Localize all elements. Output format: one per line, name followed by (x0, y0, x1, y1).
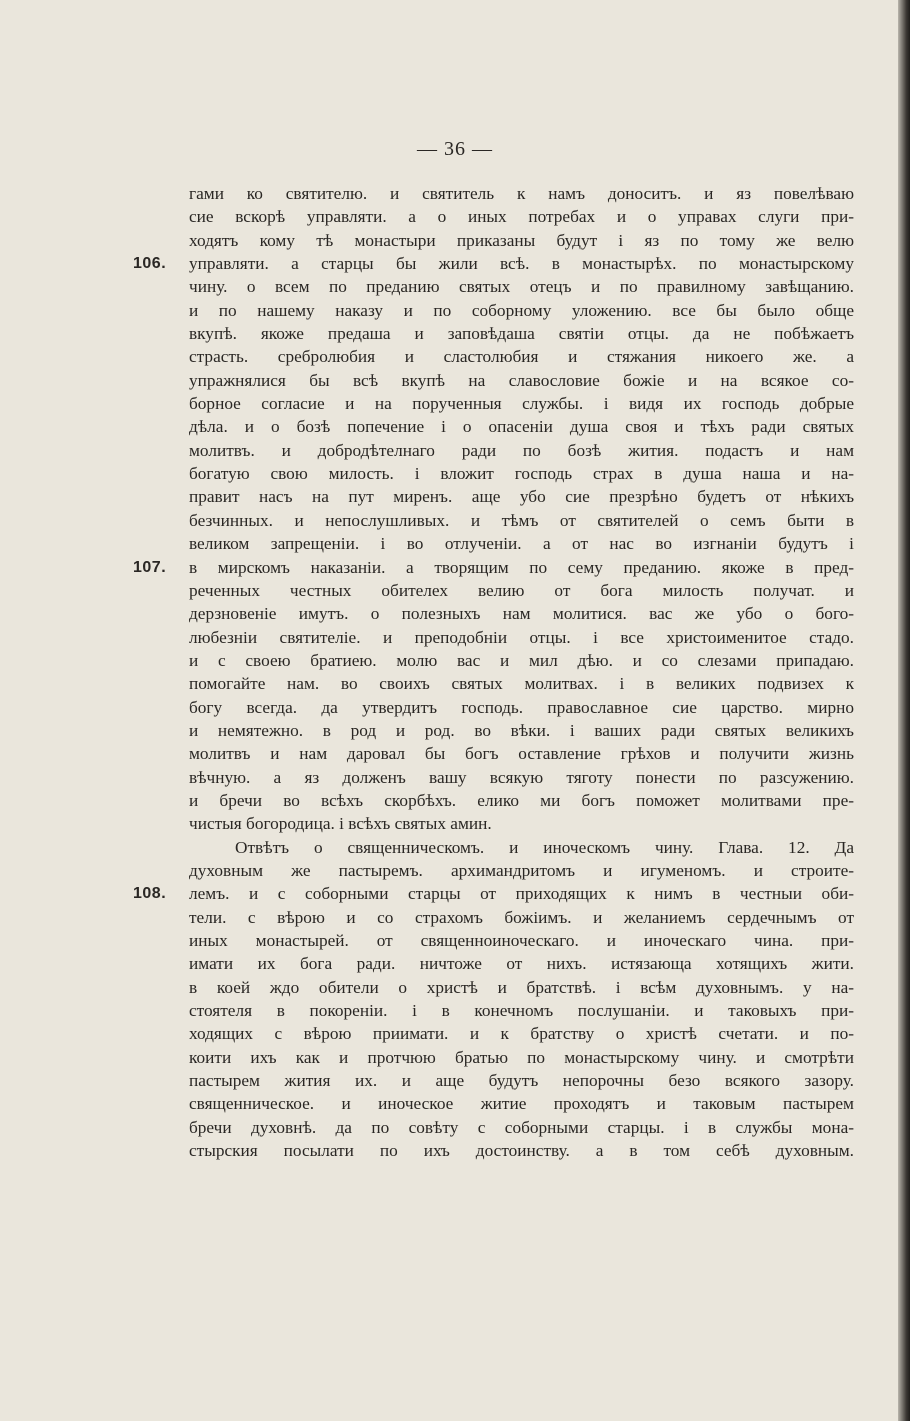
text-line (189, 439, 854, 462)
text-line-content: молитвъ. и добродѣтелнаго ради по бозѣ жития. подастъ и нам (189, 440, 854, 460)
text-line-content: упражнялися бы всѣ вкупѣ на славословие божіе и на всякое со- (189, 370, 854, 390)
text-line-content: ходятъ кому тѣ монастыри приказаны будут і яз по тому же велю (189, 230, 854, 250)
text-line-content: и немятежно. в род и род. во вѣки. і ваших ради святых великихъ (189, 720, 854, 740)
text-line-content: помогайте нам. во своихъ святых молитвах. і в великих подвизех к (189, 674, 854, 694)
text-line-content: иных монастырей. от священноиноческаго. и иноческаго чина. при- (189, 931, 854, 950)
text-line-content: священническое. и иноческое житие проходятъ и таковым пастырем (189, 1094, 854, 1114)
text-line (133, 252, 854, 275)
text-line (189, 1069, 854, 1092)
text-line-content: пастырем жития их. и аще будутъ непорочны безо всякого зазору. (189, 1071, 854, 1091)
text-line (189, 626, 854, 649)
text-line (189, 345, 854, 368)
text-line (189, 392, 854, 415)
text-line-content: молитвъ и нам даровал бы богъ оставление грѣхов и получити жизнь (189, 744, 854, 764)
text-line-content: в мирскомъ наказаніи. а творящим по сему преданию. якоже в пред- (189, 557, 854, 577)
text-line (189, 672, 854, 695)
text-line (189, 766, 854, 789)
text-line (189, 929, 854, 952)
text-block (133, 182, 854, 1162)
text-line (189, 369, 854, 392)
text-line-content: Отвѣтъ о священническомъ. и иноческомъ чину. Глава. 12. Да (235, 837, 854, 857)
text-line (189, 322, 854, 345)
text-line-content: стырския посылати по ихъ достоинству. а в том себѣ духовным. (189, 1141, 854, 1161)
text-line-content: дерзновеніе имутъ. о полезныхъ нам молитися. вас же убо о бого- (189, 604, 854, 624)
page-edge-shadow (898, 0, 910, 1421)
text-line-content: ходящих с вѣрою приимати. и к братству о христѣ счетати. и по- (189, 1024, 854, 1044)
text-line (189, 1092, 854, 1115)
text-line (189, 1046, 854, 1069)
text-line-content: богу всегда. да утвердитъ господь. православное сие царство. мирно (189, 697, 854, 717)
text-line (133, 882, 854, 905)
text-line (189, 952, 854, 975)
margin-section-number: 108. (133, 885, 167, 903)
text-line-content: сие вскорѣ управляти. а о иных потребах и о управах слуги при- (189, 207, 854, 227)
text-line (189, 649, 854, 672)
text-line-content: в коей ждо обители о христѣ и братствѣ. і всѣм духовнымъ. у на- (189, 977, 854, 997)
text-line (189, 182, 854, 205)
text-line (189, 1022, 854, 1045)
text-line (189, 1116, 854, 1139)
text-line (189, 1139, 854, 1162)
text-line-content: вкупѣ. якоже предаша и заповѣдаша святіи отцы. да не побѣжаетъ (189, 324, 854, 344)
text-line (189, 742, 854, 765)
text-line-content: любезніи святителіе. и преподобніи отцы. і все христоименитое стадо. (189, 627, 854, 647)
text-line (189, 579, 854, 602)
text-line-content: духовным же пастыремъ. архимандритомъ и игуменомъ. и строите- (189, 860, 854, 880)
text-line-content: управляти. а старцы бы жили всѣ. в монастырѣх. по монастырскому (189, 254, 854, 274)
text-line (189, 999, 854, 1022)
text-line-content: реченных честных обителех велию от бога милость получат. и (189, 580, 854, 600)
text-line-content: борное согласие и на порученныя службы. і видя их господь добрые (189, 394, 854, 414)
text-line (189, 462, 854, 485)
text-line (189, 275, 854, 298)
text-line (189, 299, 854, 322)
text-line (189, 509, 854, 532)
text-line-content: и с своею братиею. молю вас и мил дѣю. и со слезами припадаю. (189, 650, 854, 670)
text-line (189, 485, 854, 508)
text-line (189, 415, 854, 438)
text-line-content: великом запрещеніи. і во отлученіи. а от нас во изгнаніи будутъ і (189, 534, 854, 554)
text-line-content: стоятеля в покореніи. і в конечномъ послушаніи. и таковыхъ при- (189, 1001, 854, 1021)
text-line (189, 696, 854, 719)
text-line (189, 532, 854, 555)
text-line-content: безчинных. и непослушливых. и тѣмъ от святителей о семъ быти в (189, 510, 854, 530)
text-line-content: чину. о всем по преданию святых отецъ и по правилному завѣщанию. (189, 277, 854, 297)
text-line-content: и бречи во всѣхъ скорбѣхъ. елико ми богъ поможет молитвами пре- (189, 790, 854, 810)
text-line-content: и по нашему наказу и по соборному уложению. все бы было обще (189, 300, 854, 320)
margin-section-number: 107. (133, 558, 167, 576)
text-line (133, 556, 854, 579)
text-line-content: лемъ. и с соборными старцы от приходящих к нимъ в честныи оби- (189, 884, 854, 904)
text-line (189, 602, 854, 625)
text-line-content: богатую свою милость. і вложит господь страх в душа наша и на- (189, 464, 854, 484)
text-line (189, 859, 854, 882)
text-line-content: вѣчную. а яз долженъ вашу всякую тяготу понести по разсужению. (189, 767, 854, 787)
margin-section-number: 106. (133, 255, 167, 273)
text-line-content: тели. с вѣрою и со страхомъ божіимъ. и желаниемъ сердечнымъ от (189, 907, 854, 927)
text-line-content: правит насъ на пут миренъ. аще убо сие презрѣно будетъ от нѣкихъ (189, 487, 854, 507)
text-line (189, 719, 854, 742)
text-line-content: имати их бога ради. ничтоже от нихъ. истязающа хотящихъ жити. (189, 954, 854, 974)
text-line (189, 789, 854, 812)
text-line (189, 205, 854, 228)
text-line-content: чистыя богородица. і всѣхъ святых амин. (189, 814, 492, 834)
text-line-content: гами ко святителю. и святитель к намъ доноситъ. и яз повелѣваю (189, 184, 854, 203)
text-line (189, 976, 854, 999)
text-line-content: коити ихъ как и протчюю братью по монастырскому чину. и смотрѣти (189, 1047, 854, 1067)
text-line-content: бречи духовнѣ. да по совѣту с соборными старцы. і в службы мона- (189, 1117, 854, 1137)
text-line (189, 229, 854, 252)
page-number: — 36 — (417, 138, 493, 160)
text-line (189, 836, 854, 859)
text-line (189, 812, 854, 835)
text-line (189, 906, 854, 929)
text-line-content: дѣла. и о бозѣ попечение і о опасеніи душа своя и тѣхъ ради святых (189, 417, 854, 437)
text-line-content: страсть. сребролюбия и сластолюбия и стяжания никоего же. а (189, 347, 854, 367)
